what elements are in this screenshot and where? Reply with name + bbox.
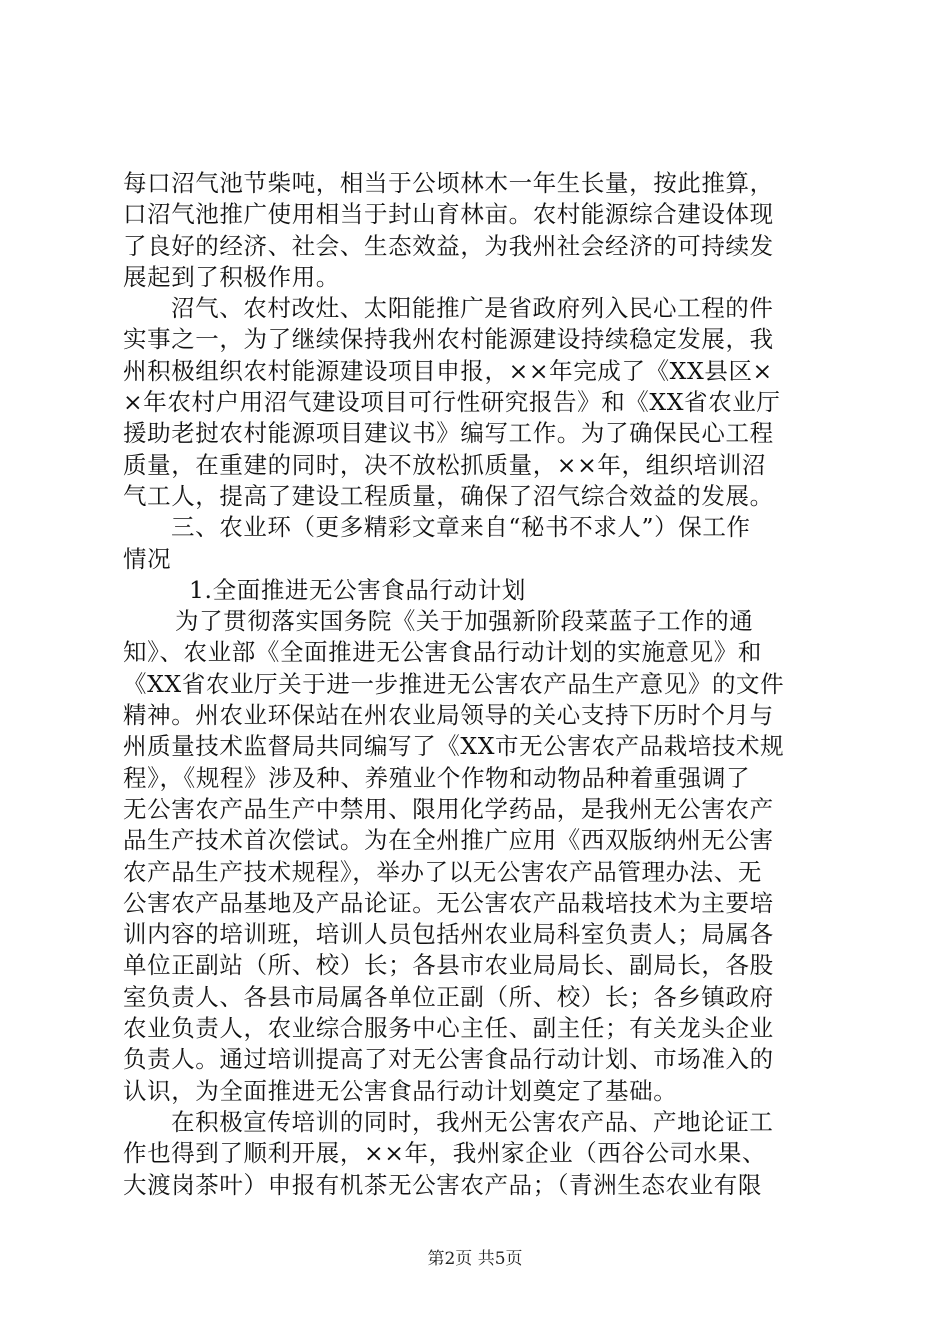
text-line: 无公害农产品生产中禁用、限用化学药品，是我州无公害农产	[123, 794, 774, 823]
section-heading: 三、农业环（更多精彩文章来自“秘书不求人”）保工作	[171, 513, 751, 542]
text-line: 州质量技术监督局共同编写了《XX市无公害农产品栽培技术规	[123, 732, 785, 761]
subsection-heading: 1.全面推进无公害食品行动计划	[189, 575, 526, 604]
text-line: 单位正副站（所、校）长；各县市农业局局长、副局长，各股	[123, 951, 774, 980]
text-line: 公害农产品基地及产品论证。无公害农产品栽培技术为主要培	[123, 888, 774, 917]
text-line: 《XX省农业厅关于进一步推进无公害农产品生产意见》的文件	[123, 669, 785, 698]
text-line: 了良好的经济、社会、生态效益，为我州社会经济的可持续发	[123, 231, 774, 260]
document-body	[123, 168, 835, 1201]
text-line: 每口沼气池节柴吨，相当于公顷林木一年生长量，按此推算，	[123, 169, 774, 197]
text-line: 实事之一，为了继续保持我州农村能源建设持续稳定发展，我	[123, 325, 774, 354]
text-line: 程》，《规程》涉及种、养殖业个作物和动物品种着重强调了	[123, 763, 751, 792]
paragraph-first-line: 为了贯彻落实国务院《关于加强新阶段菜蓝子工作的通	[175, 607, 754, 636]
text-line: 农业负责人，农业综合服务中心主任、副主任；有关龙头企业	[123, 1014, 774, 1043]
text-line: 口沼气池推广使用相当于封山育林亩。农村能源综合建设体现	[123, 200, 774, 229]
section-heading-continued: 情况	[123, 544, 172, 573]
text-line: 室负责人、各县市局属各单位正副（所、校）长；各乡镇政府	[123, 982, 774, 1011]
text-line: 认识，为全面推进无公害食品行动计划奠定了基础。	[123, 1076, 678, 1105]
paragraph-first-line: 在积极宣传培训的同时，我州无公害农产品、产地论证工	[171, 1107, 774, 1136]
text-line: 作也得到了顺利开展，××年，我州家企业（西谷公司水果、	[123, 1139, 767, 1168]
text-line: ×年农村户用沼气建设项目可行性研究报告》和《XX省农业厅	[123, 388, 781, 417]
text-line: 负责人。通过培训提高了对无公害食品行动计划、市场准入的	[123, 1045, 774, 1074]
text-line: 训内容的培训班，培训人员包括州农业局科室负责人；局属各	[123, 920, 774, 949]
text-line: 质量，在重建的同时，决不放松抓质量，××年，组织培训沼	[123, 450, 767, 479]
text-line: 展起到了积极作用。	[123, 262, 340, 291]
text-line: 气工人，提高了建设工程质量，确保了沼气综合效益的发展。	[123, 481, 774, 510]
text-line: 州积极组织农村能源建设项目申报，××年完成了《XX县区×	[123, 356, 773, 385]
text-line: 大渡岗茶叶）申报有机茶无公害农产品；（青洲生态农业有限	[123, 1170, 762, 1199]
text-line: 精神。州农业环保站在州农业局领导的关心支持下历时个月与	[123, 701, 774, 730]
text-line: 援助老挝农村能源项目建议书》编写工作。为了确保民心工程	[123, 419, 774, 448]
paragraph-first-line: 沼气、农村改灶、太阳能推广是省政府列入民心工程的件	[171, 294, 774, 323]
page-number-footer: 第2页 共5页	[427, 1249, 523, 1269]
text-line: 知》、农业部《全面推进无公害食品行动计划的实施意见》和	[123, 638, 762, 667]
text-line: 品生产技术首次偿试。为在全州推广应用《西双版纳州无公害	[123, 826, 774, 855]
text-line: 农产品生产技术规程》，举办了以无公害农产品管理办法、无	[123, 857, 762, 886]
